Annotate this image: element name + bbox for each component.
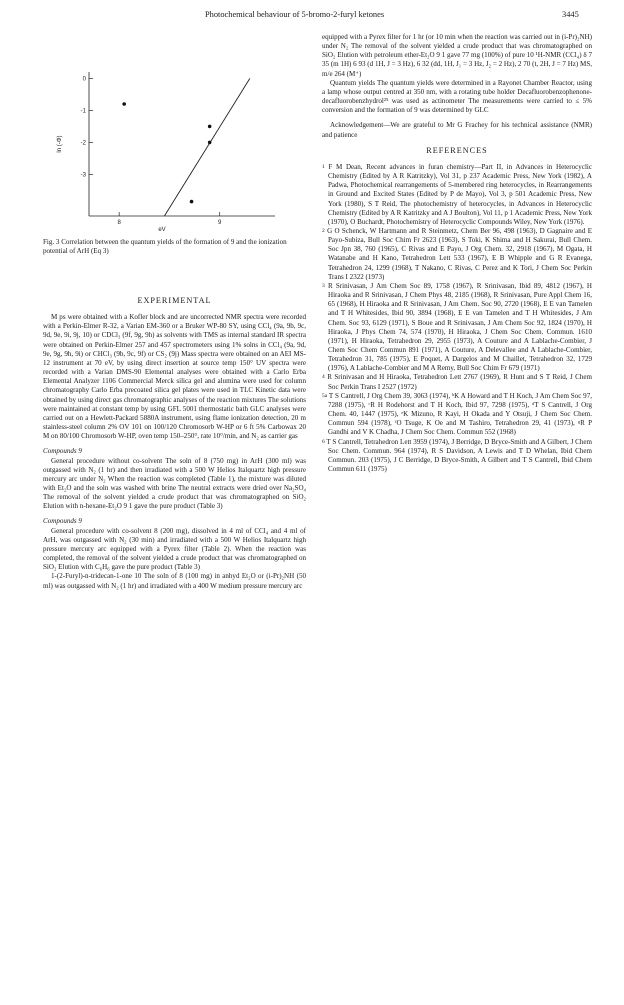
x-tick-label: 8 (117, 220, 121, 226)
data-point (208, 141, 212, 145)
y-tick-label: -2 (80, 140, 86, 147)
data-point (190, 200, 194, 204)
reference-item (322, 438, 592, 475)
page-number: 3445 (562, 10, 579, 19)
data-point (122, 102, 126, 106)
paragraph-acknowledgement: Acknowledgement—We are grateful to Mr G Frachey for his technical assistance (NMR) and patience (322, 121, 592, 139)
paragraph-procedure-with-cosolvent: General procedure with co-solvent 8 (200 mg), dissolved in 4 ml of CCl₄ and 4 ml of ArH, was outgassed with N₂ (30 min) and irradiated with a 500 W Helios Italquartz high pressure mercury arc equipped with a Pyrex filter (Table 2). When the reaction was completed, the removal of the solvent yielded a crude product that was chromatographed on SiO₂ Elution with C₆H₆ gave the pure product (Table 3) (43, 526, 306, 572)
paragraph-quantum-yields: Quantum yields The quantum yields were determined in a Rayonet Chamber Reactor, using a lamp whose output centred at 350 nm, with a rotating tube holder Decafluorobenzophenone-decafluorobenzhydrol²⁵ was used as actinometer The measurements were carried to ≤ 5% conversion and the formation of 9 was determined by GLC (322, 78, 592, 115)
paragraph-continued: equipped with a Pyrex filter for 1 hr (or 10 min when the reaction was carried out in (i-Pr)₂NH) under N₂ The removal of the solvent yielded a crude product that was chromatographed on SiO₂ Elution with petroleum ether-Et₂O 9 1 gave 77 mg (100%) of pure 10 ¹H-NMR (CCl₄) δ 7 35 (m 1H) 6 93 (d 1H, J = 3 Hz), 6 32 (dd, 1H, J₁ = 3 Hz, J₂ = 2 Hz), 2 70 (t, 2H, J = 7 Hz) MS, m/e 264 (M⁺) (322, 33, 592, 78)
reference-text: F M Dean, Recent advances in furan chemistry—Part II, in Advances in Heterocyclic Chemistry (Edited by A R Katritzky), Vol 31, p 237 Academic Press, New York (1982), A Padwa, Photochemical rearrangements of 5-membered ring heterocycles, in Rearrangements in Ground and Excited States (Edited by P de Mayo), Vol 3, p 501 Academic Press, New York (1980), S T Reid, The photochemistry of heterocycles, in Advances in Heterocyclic Chemistry (Edited by A R Katritzky and A J Boulton), Vol 11, p 1 Academic Press, New York (1970), O Buchardt, Photochemistry of Heterocyclic Compounds Wiley, New York (1976). (324, 162, 592, 226)
reference-item (322, 392, 592, 438)
y-axis-label: ln (-Φ) (57, 135, 63, 153)
references-heading: REFERENCES (426, 145, 488, 155)
x-axis-label: eV (158, 227, 166, 233)
y-tick-label: 0 (82, 76, 86, 83)
reference-number: 5a (322, 392, 328, 399)
reference-text: T S Cantrell, Tetrahedron Lett 3959 (1974), J Berridge, D Bryce-Smith and A Gilbert, J Chem Soc Chem. Commun. 964 (1974), R S Davidson, A Lewis and T D Whelan, Ibid Chem Commun. 203 (1975), J C Berridge, D Bryce-Smith, A Gilbert and T S Cantrell, Ibid Chem Commun 611 (1975) (324, 437, 592, 474)
subheading-compounds-9: Compounds 9 (43, 447, 82, 456)
left-column (43, 290, 306, 591)
section-heading-experimental: EXPERIMENTAL (137, 296, 212, 305)
figure-caption: Fig. 3 Correlation between the quantum yields of the formation of 9 and the ionization potential of ArH (Eq 3) (43, 238, 287, 256)
reference-number: 3 (322, 282, 325, 289)
reference-list (322, 163, 592, 474)
reference-number: 2 (322, 227, 325, 234)
reference-number: 4 (322, 374, 325, 381)
y-tick-label: -3 (80, 172, 86, 179)
paragraph-compound-10: 1-(2-Furyl)-n-tridecan-1-one 10 The soln of 8 (100 mg) in anhyd Et₂O or (i-Pr)₂NH (50 ml) was outgassed with N₂ (1 hr) and irradiated with a 400 W medium pressure mercury arc (43, 572, 306, 590)
data-point (208, 125, 212, 129)
subheading-compounds-9-second: Compounds 9 (43, 517, 82, 526)
x-tick-label: 9 (218, 220, 222, 226)
reference-text: R Srinivasan, J Am Chem Soc 89, 1758 (1967), R Srinivasan, Ibid 89, 4812 (1967), H Hiraoka and R Srinivasan, J Chem Phys 48, 2185 (1968), R Srinivasan, Pure Appl Chem 16, 65 (1968), H Hiraoka and R Srinivasan, J Am Chem. Soc 90, 2720 (1968), E E van Tamelen and T H Whitesides, Ibid 90, 3894 (1968), E E van Tamelen and T H Whitesides, J Am Chem. Soc 93, 6129 (1971), S Boue and R Srinivasan, J Am Chem Soc 92, 1824 (1970), H Hiraoka, J Phys Chem 74, 574 (1970), H Hiraoka, J Chem Soc Chem. Commun. 1610 (1971), H Hiraoka, Tetrahedron 29, 2955 (1973), A Couture and A Lablache-Combier, J Chem Soc Chem Commun 891 (1971), A Couture, A Delevallee and A Lablache-Combier, Tetrahedron 31, 785 (1975), E Poquet, A Dargelos and M Chaillet, Tetrahedron 32, 1729 (1976), A Lablache-Combier and M A Remy, Bull Soc Chim Fr 679 (1971) (324, 281, 592, 373)
reference-item (322, 373, 592, 391)
reference-text: T S Cantrell, J Org Chem 39, 3063 (1974), ᵇK A Howard and T H Koch, J Am Chem Soc 97, 7288 (1975), ᶜR H Rodehorst and T H Koch, Ibid 97, 7298 (1975), ᵈT S Cantrell, J Org Chem. 40, 1447 (1975), ᵉK Mizuno, R Kayi, H Okada and Y Otsuji, J Chem Soc Chem. Commun 594 (1978), ᶠO Tsuge, K Oe and M Tashiro, Tetrahedron 29, 41 (1973), ᵍR P Gandhi and V K Chadha, J Chem Soc Chem. Commun 552 (1968) (327, 391, 592, 437)
running-header: Photochemical behaviour of 5-bromo-2-furyl ketones (205, 10, 385, 19)
reference-text: R Srinivasan and H Hiraoka, Tetrahedron Lett 2767 (1969), R Hunt and S T Reid, J Chem Soc Perkin Trans I 2527 (1972) (324, 373, 592, 391)
correlation-chart (43, 66, 305, 233)
reference-item (322, 163, 592, 227)
y-tick-label: -1 (80, 108, 86, 115)
reference-item (322, 282, 592, 374)
paragraph-instruments: M ps were obtained with a Kofler block and are uncorrected NMR spectra were recorded with a Perkin-Elmer R-32, a Varian EM-360 or a Bruker WP-80 SY, using CCl₄ (9a, 9b, 9c, 9d, 9e, 9i, 9j, 10) or CDCl₃ (9f, 9g, 9h) as solvents with TMS as internal standard IR spectra were obtained on Perkin-Elmer 257 and 457 spectrometers using 1% solns in CCl₄ (9a, 9d, 9e, 9g, 9h, 9i) or CHCl₃ (9b, 9c, 9f) or CS₂ (9j) Mass spectra were obtained on an AEI MS-12 instrument at 70 eV, by using direct insertion at source temp 150° UV spectra were recorded with a Varian DMS-90 Elemental analyses were obtained with a Carlo Erba Elemental Analyzer 1106 Commercial Merck silica gel and alumina were used for column chromatography Carlo Erba precoated silica gel plates were used in TLC Kinetic data were obtained by using direct gas chromatographic analyses of the reaction mixtures The solutions were maintained at constant temp by using GFL 5001 thermostatic bath GLC analyses were carried out on a Hewlett-Packard 5880A instrument, using flame ionization detection, 20 m stainless-steel column 2% OV 101 on 100/120 Chromosorb W-HP or 6 ft 5% Carbowax 20 M on 80/100 Chromosorb W-HP, oven temp 150–250°, rate 10°/min, and N₂ as carrier gas (43, 313, 306, 441)
reference-item (322, 227, 592, 282)
reference-number: 6 (322, 438, 325, 445)
reference-text: G O Schenck, W Hartmann and R Steinmetz, Chem Ber 96, 498 (1963), D Gagnaire and E Payo-Subiza, Bull Soc Chim Fr 2623 (1963), S Toki, K Shima and H Sakurai, Bull Chem. Soc Jpn 38, 760 (1965), C Rivas and E Payo, J Org Chem. 32, 2918 (1967), M Ogata, H Watanabe and H Kano, Tetrahedron Lett 533 (1967), E B Whipple and G R Evanega, Tetrahedron 24, 1299 (1968), T Nakano, C Rivas, C Perez and K Tori, J Chem Soc Perkin Trans I 2322 (1973) (324, 226, 592, 281)
fit-line (164, 78, 249, 216)
reference-number: 1 (322, 163, 325, 170)
paragraph-procedure-without-cosolvent: General procedure without co-solvent The soln of 8 (750 mg) in ArH (300 ml) was outgassed with N₂ (1 hr) and then irradiated with a 500 W Helios Italquartz high pressure mercury arc under N₂ When the reaction was completed (Table 1), the mixture was diluted with Et₂O and the soln was washed with brine The neutral extracts were dried over Na₂SO₄ The removal of the solvent yielded a crude product that was chromatographed on SiO₂ Elution with n-hexane-Et₂O 9 1 gave the pure product (Table 3) (43, 456, 306, 511)
right-column (322, 33, 592, 474)
